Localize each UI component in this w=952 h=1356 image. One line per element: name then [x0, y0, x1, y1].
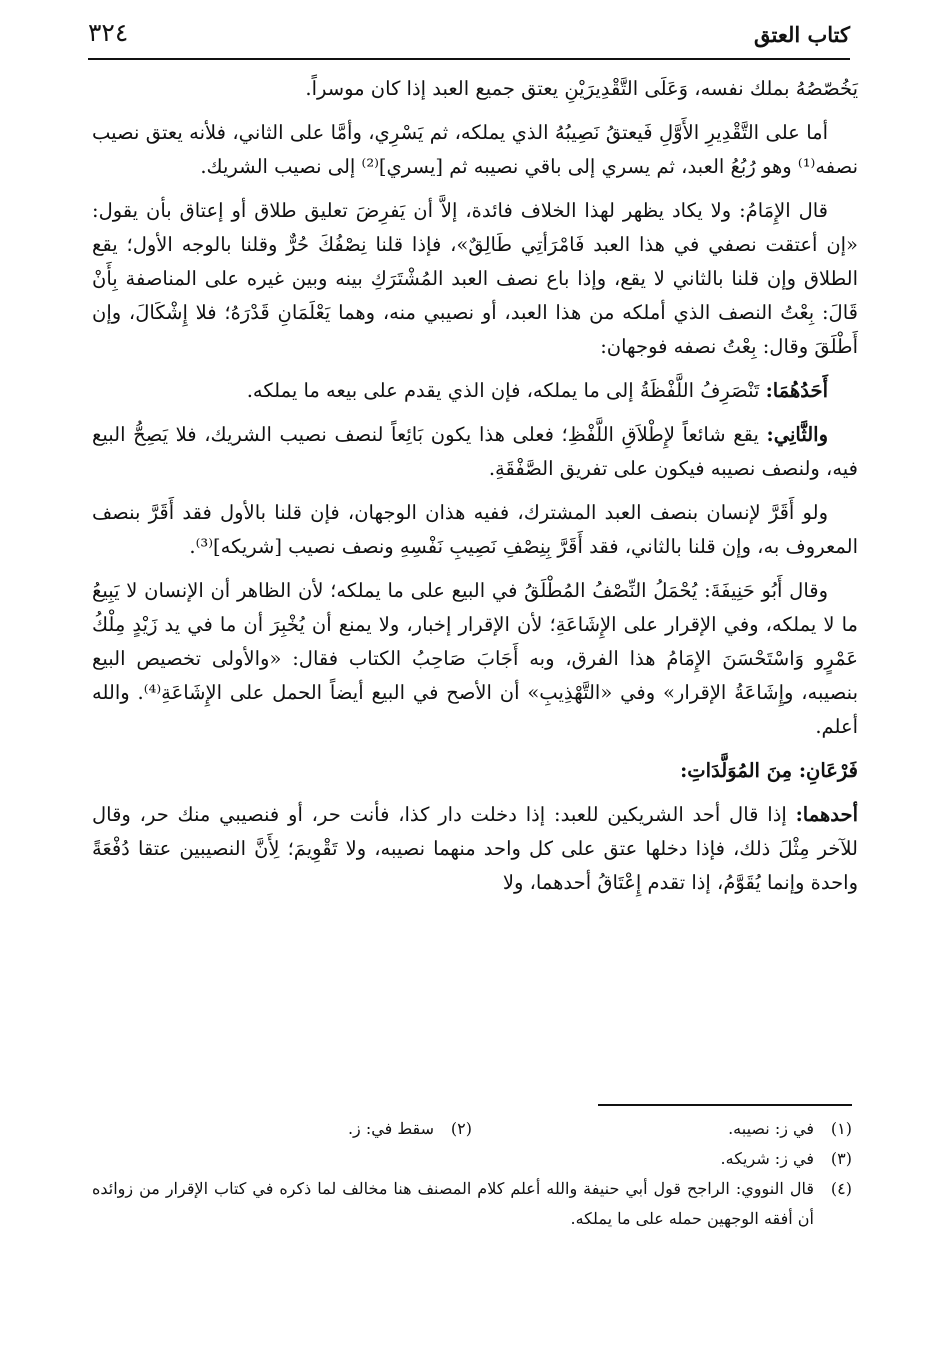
- paragraph-5-lead: والثَّانِي:: [766, 423, 828, 446]
- footnote-row-1: [92, 1114, 852, 1144]
- footnote-4: [92, 1174, 852, 1234]
- paragraph-4-text: تَنْصَرِفُ اللَّفْظَةُ إلى ما يملكه، فإن الذي يقدم على بيعه ما يملكه.: [246, 379, 766, 402]
- paragraph-9: [92, 798, 858, 900]
- paragraph-2: أما على التَّقْدِيرِ الأَوَّلِ فَيعتقُ نَصِيبُهُ الذي يملكه، ثم يَسْرِي، وأمَّا على الثاني، فلأنه يعتق نصيب نصفه⁽¹⁾ وهو رُبُعُ العبد، ثم يسري إلى باقي نصيبه ثم [يسري]⁽²⁾ إلى نصيب الشريك.: [92, 121, 858, 178]
- paragraph-9-lead: أحدهما:: [795, 803, 858, 826]
- section-heading-text: فَرْعَانِ: مِنَ المُوَلَّدَاتِ:: [680, 759, 858, 782]
- page-header: [88, 14, 850, 60]
- footnotes: [92, 1114, 852, 1234]
- footnote-1: [472, 1114, 852, 1144]
- paragraph-1: يَخُصّصُهُ بملك نفسه، وَعَلَى التَّقْدِيرَيْنِ يعتق جميع العبد إذا كان موسراً.: [305, 77, 858, 100]
- paragraph-6: ولو أَقَرَّ لإنسان بنصف العبد المشترك، ففيه هذان الوجهان، فإن قلنا بالأول فقد أَقَرَّ بنصف المعروف به، وإن قلنا بالثاني، فقد أَقَرَّ بِنِصْفِ نَصِيبِ نَفْسِهِ ونصف نصيب [شريكه]⁽³⁾.: [92, 501, 858, 558]
- footnote-1-text: في ز: نصيبه.: [728, 1119, 814, 1138]
- footnote-separator: [598, 1104, 852, 1106]
- section-heading: [92, 754, 858, 788]
- page-number: ٣٢٤: [88, 18, 129, 47]
- footnote-row-2: [92, 1144, 852, 1174]
- footnote-3-text: في ز: شريكه.: [720, 1149, 814, 1168]
- paragraph-9-text: إذا قال أحد الشريكين للعبد: إذا دخلت دار كذا، فأنت حر، أو فنصيبي منك حر، وقال للآخر مِثْلَ ذلك، فإذا دخلها عتق على كل واحد منهما نصيبه، ولا تَقْوِيمَ؛ لِأَنَّ النصيبين عتقا دُفْعَةً واحدة وإنما يُقَوَّمُ، إذا تقدم إِعْتَاقُ أحدهما، ولا: [92, 803, 858, 894]
- footnote-2-text: سقط في: ز.: [347, 1119, 434, 1138]
- paragraph-3: قال الإِمَامُ: ولا يكاد يظهر لهذا الخلاف فائدة، إلاَّ أن يَفرِضَ تعليق طلاق أو إعتاق بأن يقول: «إن أعتقت نصفي في هذا العبد فَامْرَأتِي طَالِقٌ»، فإذا قلنا نِصْفُكَ حُرٌّ وقلنا بالوجه الأول؛ يقع الطلاق وإن قلنا بالثاني لا يقع، وإذا باع نصف العبد المُشْتَرَكِ بينه وبين غيره على المناصفة بِأَنْ قَالَ: بِعْتُ النصف الذي أملكه من هذا العبد، أو نصيبي منه، وهما يَعْلَمَانِ قَدْرَهُ؛ فلا إِشْكَالَ، وإن أَطْلَقَ وقال: بِعْتُ نصفه فوجهان:: [92, 199, 858, 358]
- paragraph-7: وقال أَبُو حَنِيفَةَ: يُحْمَلُ النِّصْفُ المُطْلَقُ في البيع على ما يملكه؛ لأن الظاهر أن الإنسان لا يَبِيعُ ما لا يملكه، وفي الإقرار على الإِشَاعَةِ؛ لأن الإقرار إخبار، ولا يمنع أن يُخْبِرَ أن ما في يد زَيْدٍ مِلْكُ عَمْرٍو وَاسْتَحْسَنَ الإِمَامُ هذا الفرق، وبه أَجَابَ صَاحِبُ الكتاب فقال: «والأولى تخصيص البيع بنصيبه، وإِشَاعَةُ الإقرار» وفي «التَّهْذِيبِ» أن الأصح في البيع أيضاً الحمل على الإِشَاعَةِ⁽⁴⁾. والله أعلم.: [92, 579, 858, 738]
- main-text: [92, 72, 858, 910]
- paragraph-4-lead: أَحَدُهُمَا:: [765, 379, 828, 402]
- footnote-3-number: (٣): [830, 1149, 852, 1168]
- footnote-3: [721, 1144, 852, 1174]
- paragraph-5: [92, 418, 858, 486]
- footnote-2: [348, 1114, 472, 1144]
- paragraph-5-text: يقع شائعاً لإِطْلاَقِ اللَّفْظِ؛ فعلى هذا يكون بَائِعاً لنصف نصيب الشريك، فلا يَصِحُّ البيع فيه، ولنصف نصيبه فيكون على تفريق الصَّفْقَةِ.: [92, 423, 858, 480]
- footnote-4-text: قال النووي: الراجح قول أبي حنيفة والله أعلم كلام المصنف هنا مخالف لما ذكره في كتاب الإقرار من زوائده أن أفقه الوجهين حمله على ما يملكه.: [92, 1179, 814, 1228]
- footnote-1-number: (١): [830, 1119, 852, 1138]
- running-title: كتاب العتق: [753, 22, 850, 47]
- footnote-4-number: (٤): [830, 1179, 852, 1198]
- paragraph-4: [92, 374, 858, 408]
- footnote-2-number: (٢): [450, 1119, 472, 1138]
